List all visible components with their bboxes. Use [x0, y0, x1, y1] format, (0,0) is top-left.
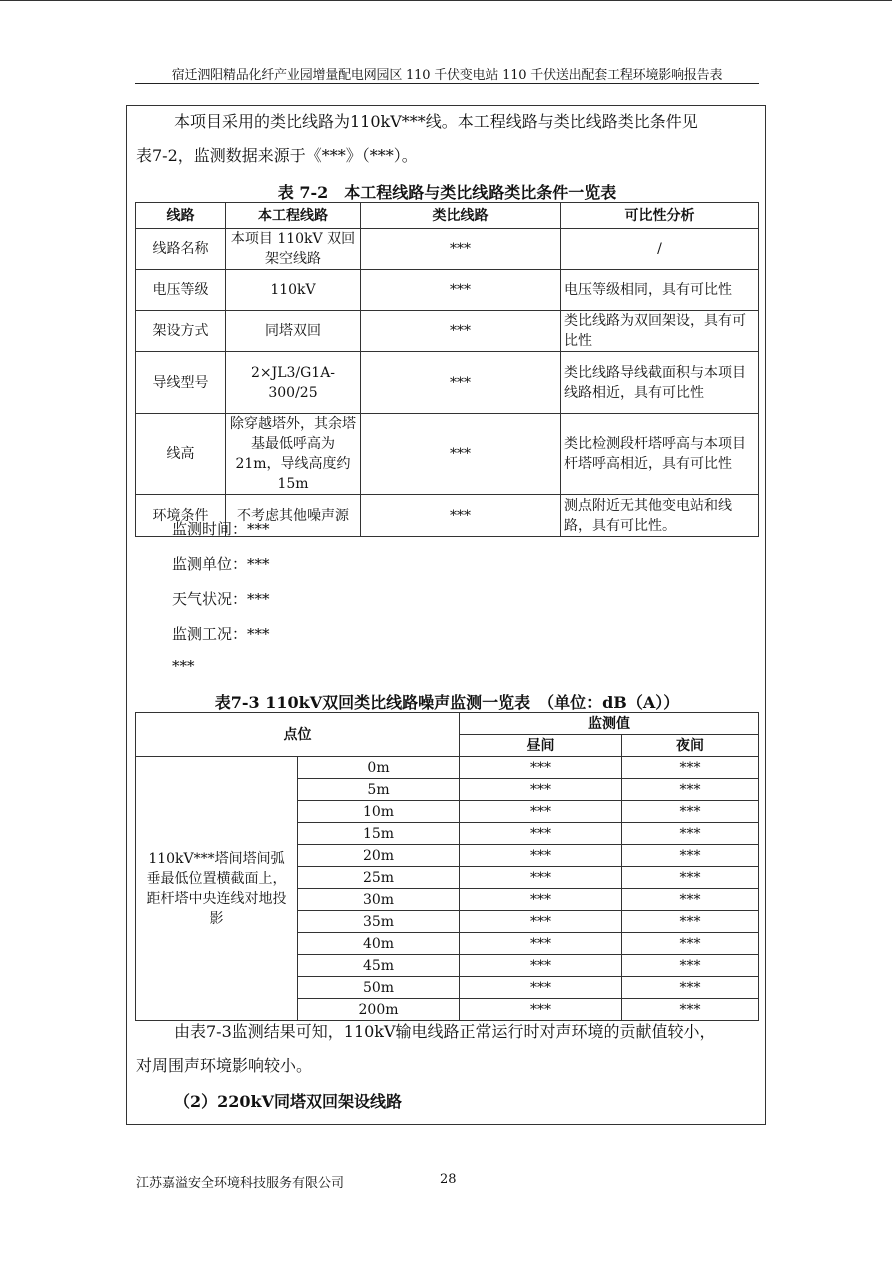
table-row [136, 757, 759, 779]
table3-night-value: *** [622, 779, 759, 801]
top-border-line [0, 0, 892, 1]
table3-day-value: *** [460, 933, 622, 955]
table3-night-value: *** [622, 823, 759, 845]
table3-distance: 200m [298, 999, 460, 1021]
table3-header-row [136, 713, 759, 735]
table2-cell: 110kV [226, 270, 361, 311]
table3-day-value: *** [460, 779, 622, 801]
table3-night-value: *** [622, 889, 759, 911]
table3-night-value: *** [622, 999, 759, 1021]
table3-distance: 20m [298, 845, 460, 867]
table2-cell: 同塔双回 [226, 311, 361, 352]
table-row [136, 352, 759, 414]
monitoring-extra: *** [172, 657, 195, 675]
table3-day-value: *** [460, 889, 622, 911]
table3-night-value: *** [622, 977, 759, 999]
conclusion-line-1: 由表7-3监测结果可知，110kV输电线路正常运行时对声环境的贡献值较小， [174, 1022, 716, 1041]
conclusion-line-2: 对周围声环境影响较小。 [136, 1056, 313, 1075]
table3-day-value: *** [460, 757, 622, 779]
table2-caption: 表 7-2 本工程线路与类比线路类比条件一览表 [277, 183, 617, 202]
table2-cell: 线高 [136, 414, 226, 495]
table3-distance: 30m [298, 889, 460, 911]
table2-cell: 2×JL3/G1A-300/25 [226, 352, 361, 414]
table3-night-value: *** [622, 757, 759, 779]
table3-distance: 10m [298, 801, 460, 823]
weather-condition: 天气状况：*** [172, 590, 270, 608]
table3-day-value: *** [460, 845, 622, 867]
table-row [136, 229, 759, 270]
section-heading: （2）220kV同塔双回架设线路 [174, 1092, 403, 1111]
table2-cell: 线路名称 [136, 229, 226, 270]
header-divider [135, 83, 759, 84]
table2-cell: 电压等级相同，具有可比性 [561, 270, 759, 311]
table3-distance: 5m [298, 779, 460, 801]
table3-night-value: *** [622, 933, 759, 955]
table3-night-value: *** [622, 845, 759, 867]
table2-cell: 架设方式 [136, 311, 226, 352]
table2-cell: 测点附近无其他变电站和线路，具有可比性。 [561, 495, 759, 537]
table2-cell: *** [361, 270, 561, 311]
table-row [136, 414, 759, 495]
table3-distance: 45m [298, 955, 460, 977]
table3-header-night: 夜间 [622, 735, 759, 757]
table3-distance: 35m [298, 911, 460, 933]
table-row [136, 270, 759, 311]
table2-header-analysis: 可比性分析 [561, 203, 759, 229]
table3-day-value: *** [460, 867, 622, 889]
table3-location-cell: 110kV***塔间塔间弧垂最低位置横截面上，距杆塔中央连线对地投影 [136, 757, 298, 1021]
comparison-table [135, 202, 759, 537]
table2-header-row [136, 203, 759, 229]
table2-header-project: 本工程线路 [226, 203, 361, 229]
intro-line-1: 本项目采用的类比线路为110kV***线。本工程线路与类比线路类比条件见 [174, 112, 698, 131]
table3-distance: 0m [298, 757, 460, 779]
table3-distance: 15m [298, 823, 460, 845]
table2-cell: *** [361, 311, 561, 352]
table3-night-value: *** [622, 955, 759, 977]
table2-cell: 电压等级 [136, 270, 226, 311]
table3-header-value: 监测值 [460, 713, 759, 735]
table3-day-value: *** [460, 911, 622, 933]
table3-header-point: 点位 [136, 713, 460, 757]
monitoring-unit: 监测单位：*** [172, 555, 270, 573]
table3-day-value: *** [460, 999, 622, 1021]
table-row [136, 311, 759, 352]
table2-header-analog: 类比线路 [361, 203, 561, 229]
table2-cell: *** [361, 229, 561, 270]
table2-cell: 本项目 110kV 双回架空线路 [226, 229, 361, 270]
table3-night-value: *** [622, 867, 759, 889]
table3-caption: 表7-3 110kV双回类比线路噪声监测一览表 （单位：dB（A）） [214, 693, 680, 712]
table2-cell: 不考虑其他噪声源 [226, 495, 361, 537]
table2-cell: *** [361, 414, 561, 495]
noise-monitoring-table [135, 712, 759, 1021]
monitoring-condition: 监测工况：*** [172, 625, 270, 643]
table2-cell: *** [361, 352, 561, 414]
page-header: 宿迁泗阳精品化纤产业园增量配电网园区 110 千伏变电站 110 千伏送出配套工程环境影响报告表 [171, 68, 723, 83]
table3-distance: 25m [298, 867, 460, 889]
table2-cell: 环境条件 [136, 495, 226, 537]
table2-header-line: 线路 [136, 203, 226, 229]
table2-cell: 类比线路导线截面积与本项目线路相近，具有可比性 [561, 352, 759, 414]
table2-cell: 类比线路为双回架设，具有可比性 [561, 311, 759, 352]
table3-day-value: *** [460, 977, 622, 999]
table3-day-value: *** [460, 801, 622, 823]
table3-header-day: 昼间 [460, 735, 622, 757]
table3-night-value: *** [622, 911, 759, 933]
table2-cell: *** [361, 495, 561, 537]
table2-cell: 导线型号 [136, 352, 226, 414]
monitoring-time: 监测时间：*** [172, 520, 270, 538]
table2-cell: 除穿越塔外，其余塔基最低呼高为 21m，导线高度约 15m [226, 414, 361, 495]
table2-cell: / [561, 229, 759, 270]
table3-distance: 50m [298, 977, 460, 999]
table2-cell: 类比检测段杆塔呼高与本项目杆塔呼高相近，具有可比性 [561, 414, 759, 495]
page-number: 28 [440, 1172, 457, 1187]
table3-day-value: *** [460, 955, 622, 977]
intro-line-2: 表7-2，监测数据来源于《***》（***）。 [136, 146, 418, 165]
table3-distance: 40m [298, 933, 460, 955]
table3-night-value: *** [622, 801, 759, 823]
table3-day-value: *** [460, 823, 622, 845]
footer-company: 江苏嘉溢安全环境科技服务有限公司 [136, 1176, 345, 1191]
